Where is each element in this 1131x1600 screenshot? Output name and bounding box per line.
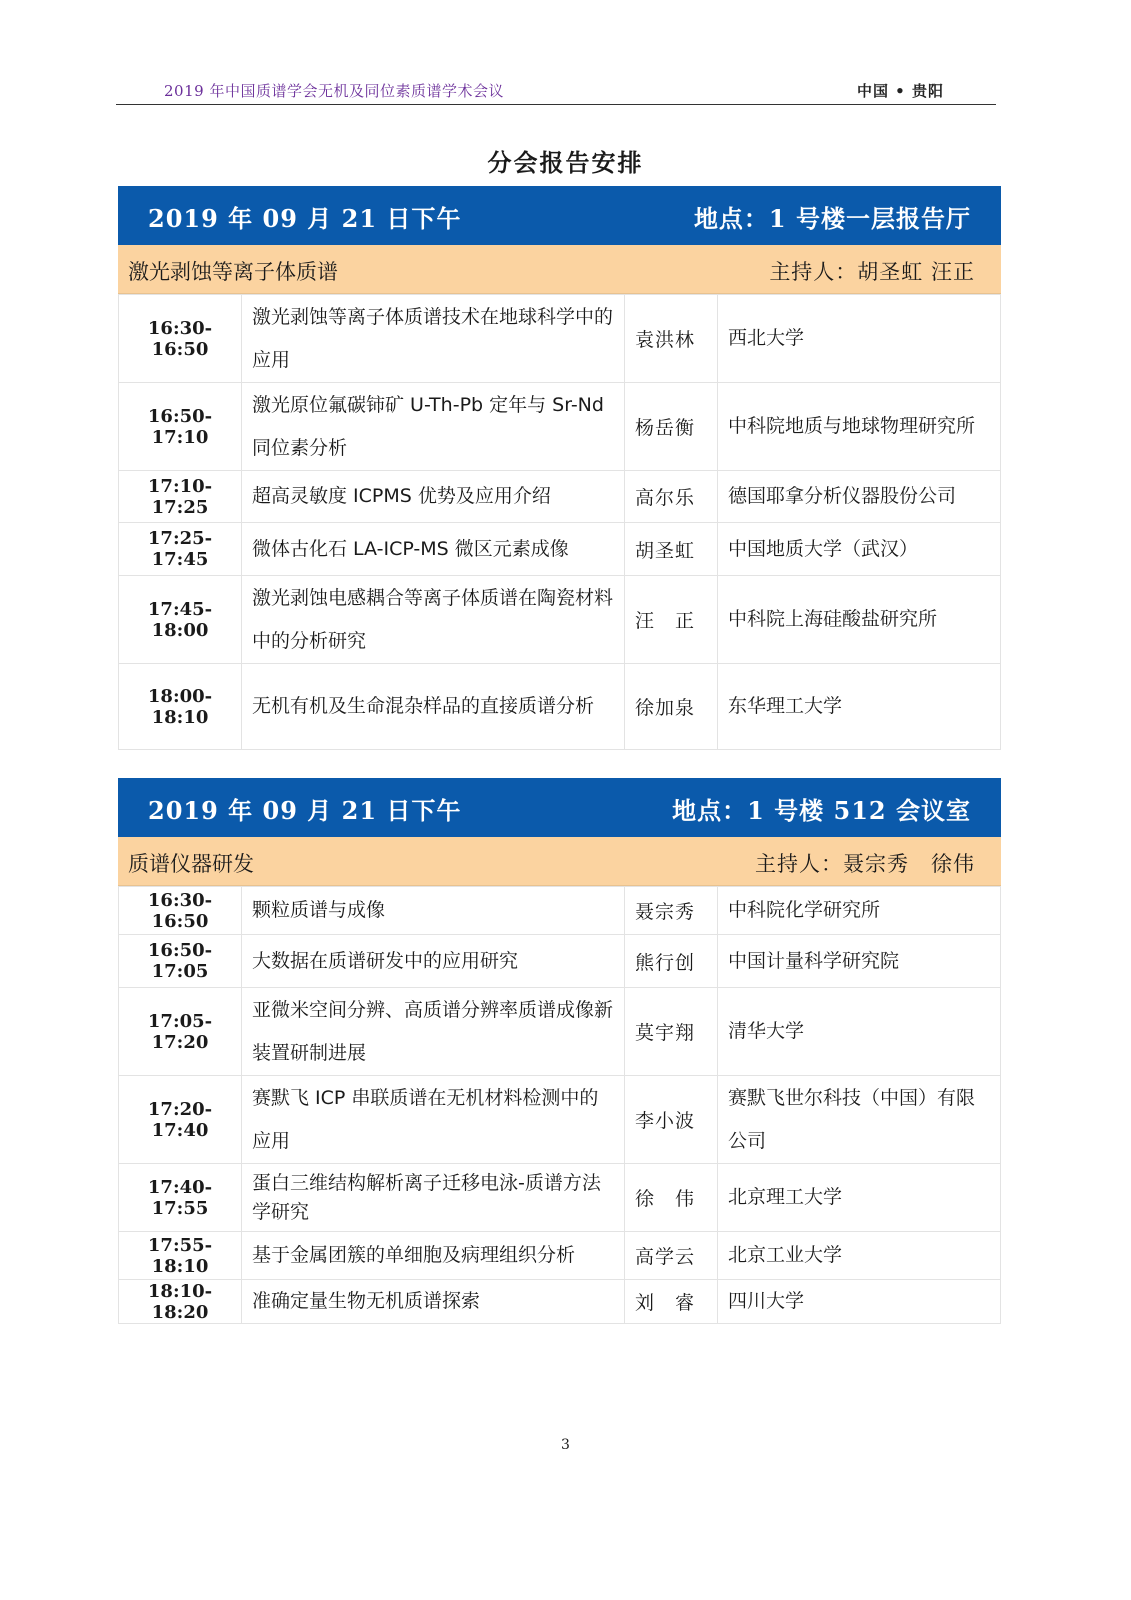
session-header (118, 186, 1001, 245)
talk-title: 超高灵敏度 ICPMS 优势及应用介绍 (242, 471, 625, 523)
conference-name: 2019 年中国质谱学会无机及同位素质谱学术会议 (164, 82, 504, 100)
table-row (119, 576, 1001, 664)
table-row (119, 1280, 1001, 1324)
talk-affiliation: 中国计量科学研究院 (718, 935, 1001, 988)
session-topic: 激光剥蚀等离子体质谱 (128, 260, 338, 284)
talk-time: 16:30-16:50 (119, 887, 242, 935)
talk-speaker: 徐 伟 (625, 1164, 718, 1232)
table-row (119, 664, 1001, 750)
talk-speaker: 胡圣虹 (625, 523, 718, 576)
talk-affiliation: 中国地质大学（武汉） (718, 523, 1001, 576)
talk-time: 18:00-18:10 (119, 664, 242, 750)
running-header (116, 78, 996, 105)
talk-speaker: 聂宗秀 (625, 887, 718, 935)
session-topic: 质谱仪器研发 (128, 852, 254, 876)
session-host: 主持人：聂宗秀 徐伟 (755, 852, 975, 876)
talk-speaker: 李小波 (625, 1076, 718, 1164)
talk-title: 无机有机及生命混杂样品的直接质谱分析 (242, 664, 625, 750)
talk-time: 16:50-17:10 (119, 383, 242, 471)
talk-affiliation: 中科院化学研究所 (718, 887, 1001, 935)
schedule-table (118, 294, 1001, 750)
talk-title: 蛋白三维结构解析离子迁移电泳-质谱方法学研究 (242, 1164, 625, 1232)
talk-title: 准确定量生物无机质谱探索 (242, 1280, 625, 1324)
talk-speaker: 刘 睿 (625, 1280, 718, 1324)
table-row (119, 988, 1001, 1076)
schedule-table (118, 886, 1001, 1324)
table-row (119, 935, 1001, 988)
session-date: 2019 年 09 月 21 日下午 (148, 796, 462, 825)
talk-speaker: 徐加泉 (625, 664, 718, 750)
session-block (118, 778, 1001, 1324)
talk-title: 激光剥蚀电感耦合等离子体质谱在陶瓷材料中的分析研究 (242, 576, 625, 664)
table-row (119, 383, 1001, 471)
talk-time: 16:50-17:05 (119, 935, 242, 988)
page-title: 分会报告安排 (487, 149, 644, 177)
table-row (119, 295, 1001, 383)
table-row (119, 887, 1001, 935)
talk-title: 激光原位氟碳铈矿 U-Th-Pb 定年与 Sr-Nd 同位素分析 (242, 383, 625, 471)
session-venue: 地点：1 号楼一层报告厅 (693, 204, 971, 233)
talk-affiliation: 中科院地质与地球物理研究所 (718, 383, 1001, 471)
talk-affiliation: 四川大学 (718, 1280, 1001, 1324)
talk-affiliation: 清华大学 (718, 988, 1001, 1076)
talk-title: 大数据在质谱研发中的应用研究 (242, 935, 625, 988)
talk-affiliation: 东华理工大学 (718, 664, 1001, 750)
talk-speaker: 袁洪林 (625, 295, 718, 383)
talk-title: 颗粒质谱与成像 (242, 887, 625, 935)
talk-speaker: 莫宇翔 (625, 988, 718, 1076)
talk-speaker: 杨岳衡 (625, 383, 718, 471)
session-block (118, 186, 1001, 750)
session-date: 2019 年 09 月 21 日下午 (148, 204, 462, 233)
talk-speaker: 汪 正 (625, 576, 718, 664)
talk-title: 赛默飞 ICP 串联质谱在无机材料检测中的应用 (242, 1076, 625, 1164)
session-venue: 地点：1 号楼 512 会议室 (672, 796, 971, 825)
talk-title: 微体古化石 LA-ICP-MS 微区元素成像 (242, 523, 625, 576)
session-topic-bar (118, 837, 1001, 886)
talk-affiliation: 北京工业大学 (718, 1232, 1001, 1280)
talk-time: 17:25-17:45 (119, 523, 242, 576)
page-number: 3 (561, 1437, 570, 1453)
talk-speaker: 高学云 (625, 1232, 718, 1280)
talk-time: 17:55-18:10 (119, 1232, 242, 1280)
talk-time: 17:40-17:55 (119, 1164, 242, 1232)
talk-time: 17:20-17:40 (119, 1076, 242, 1164)
session-host: 主持人：胡圣虹 汪正 (769, 260, 975, 284)
talk-speaker: 熊行创 (625, 935, 718, 988)
talk-speaker: 高尔乐 (625, 471, 718, 523)
talk-time: 17:45-18:00 (119, 576, 242, 664)
conference-location: 中国 • 贵阳 (856, 82, 944, 100)
talk-time: 17:10-17:25 (119, 471, 242, 523)
table-row (119, 1232, 1001, 1280)
talk-affiliation: 西北大学 (718, 295, 1001, 383)
talk-affiliation: 中科院上海硅酸盐研究所 (718, 576, 1001, 664)
talk-time: 18:10-18:20 (119, 1280, 242, 1324)
table-row (119, 1076, 1001, 1164)
talk-time: 17:05-17:20 (119, 988, 242, 1076)
talk-affiliation: 赛默飞世尔科技（中国）有限公司 (718, 1076, 1001, 1164)
talk-affiliation: 北京理工大学 (718, 1164, 1001, 1232)
talk-affiliation: 德国耶拿分析仪器股份公司 (718, 471, 1001, 523)
talk-title: 激光剥蚀等离子体质谱技术在地球科学中的应用 (242, 295, 625, 383)
session-header (118, 778, 1001, 837)
session-topic-bar (118, 245, 1001, 294)
talk-time: 16:30-16:50 (119, 295, 242, 383)
talk-title: 基于金属团簇的单细胞及病理组织分析 (242, 1232, 625, 1280)
table-row (119, 523, 1001, 576)
talk-title: 亚微米空间分辨、高质谱分辨率质谱成像新装置研制进展 (242, 988, 625, 1076)
table-row (119, 1164, 1001, 1232)
table-row (119, 471, 1001, 523)
